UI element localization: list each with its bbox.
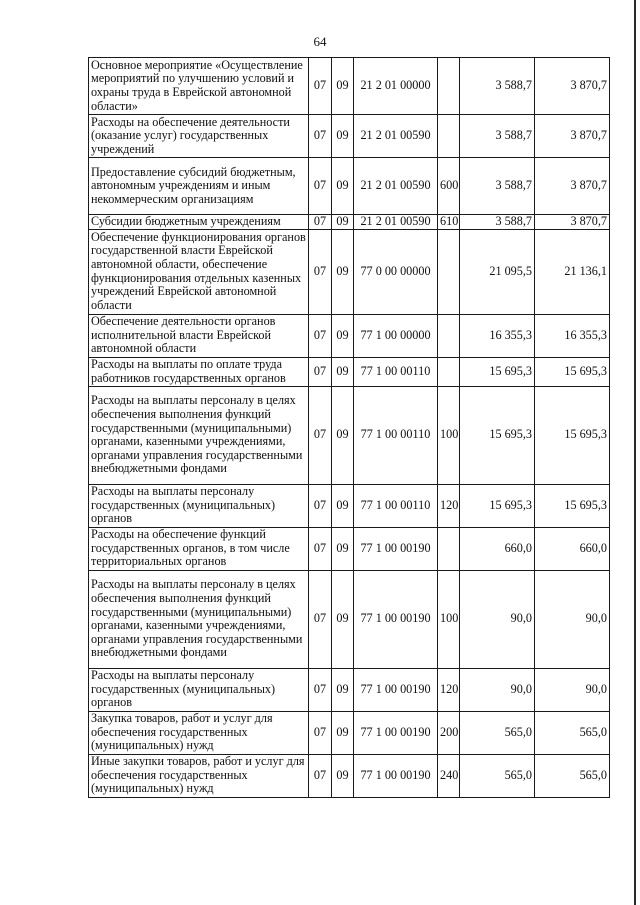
row-target-article-cell: 21 2 01 00000 [354,58,438,115]
row-amount-1-cell: 90,0 [460,668,535,711]
row-section-cell: 07 [309,668,332,711]
row-subsection-cell: 09 [332,754,354,797]
row-name-cell: Расходы на выплаты по оплате труда работников государственных органов [89,357,309,386]
row-section-cell: 07 [309,314,332,357]
table-row [89,527,610,570]
table-row [89,484,610,527]
row-amount-2-cell: 15 695,3 [535,357,610,386]
row-target-article-cell: 77 1 00 00110 [354,357,438,386]
table-row [89,229,610,314]
row-amount-1-cell: 15 695,3 [460,484,535,527]
row-target-article-cell: 77 1 00 00110 [354,386,438,484]
row-expense-type-cell [438,357,460,386]
row-target-article-cell: 21 2 01 00590 [354,115,438,158]
table-row [89,314,610,357]
row-target-article-cell: 77 1 00 00190 [354,668,438,711]
table-body [89,58,610,798]
table-row [89,158,610,215]
row-target-article-cell: 77 1 00 00190 [354,570,438,668]
table-row [89,386,610,484]
table-row [89,357,610,386]
row-name-cell: Расходы на выплаты персоналу в целях обеспечения выполнения функций государственными (муниципальными) органами, казенными учреждениями, органами управления государственными внебюджетными фондами [89,570,309,668]
row-amount-2-cell: 90,0 [535,668,610,711]
row-amount-1-cell: 3 588,7 [460,115,535,158]
row-amount-2-cell: 21 136,1 [535,229,610,314]
row-expense-type-cell: 200 [438,711,460,754]
row-amount-2-cell: 15 695,3 [535,386,610,484]
row-section-cell: 07 [309,754,332,797]
row-target-article-cell: 21 2 01 00590 [354,158,438,215]
row-name-cell: Расходы на выплаты персоналу государственных (муниципальных) органов [89,668,309,711]
row-expense-type-cell [438,115,460,158]
row-name-cell: Основное мероприятие «Осуществление мероприятий по улучшению условий и охраны труда в Еврейской автономной области» [89,58,309,115]
row-amount-2-cell: 15 695,3 [535,484,610,527]
row-amount-2-cell: 565,0 [535,711,610,754]
row-target-article-cell: 77 1 00 00190 [354,527,438,570]
row-name-cell: Субсидии бюджетным учреждениям [89,215,309,230]
row-expense-type-cell: 100 [438,386,460,484]
row-name-cell: Расходы на обеспечение функций государственных органов, в том числе территориальных органов [89,527,309,570]
row-expense-type-cell: 120 [438,484,460,527]
table-row [89,711,610,754]
budget-table [88,57,610,798]
row-subsection-cell: 09 [332,386,354,484]
row-expense-type-cell: 600 [438,158,460,215]
row-target-article-cell: 21 2 01 00590 [354,215,438,230]
row-amount-1-cell: 21 095,5 [460,229,535,314]
row-amount-2-cell: 3 870,7 [535,58,610,115]
row-amount-2-cell: 660,0 [535,527,610,570]
row-amount-1-cell: 3 588,7 [460,58,535,115]
row-name-cell: Закупка товаров, работ и услуг для обеспечения государственных (муниципальных) нужд [89,711,309,754]
row-section-cell: 07 [309,58,332,115]
row-amount-2-cell: 90,0 [535,570,610,668]
row-subsection-cell: 09 [332,58,354,115]
row-subsection-cell: 09 [332,115,354,158]
row-target-article-cell: 77 1 00 00110 [354,484,438,527]
row-expense-type-cell: 100 [438,570,460,668]
row-amount-2-cell: 3 870,7 [535,115,610,158]
row-target-article-cell: 77 1 00 00000 [354,314,438,357]
row-subsection-cell: 09 [332,158,354,215]
row-name-cell: Обеспечение деятельности органов исполнительной власти Еврейской автономной области [89,314,309,357]
row-subsection-cell: 09 [332,484,354,527]
row-amount-2-cell: 3 870,7 [535,215,610,230]
row-subsection-cell: 09 [332,570,354,668]
row-section-cell: 07 [309,711,332,754]
table-row [89,58,610,115]
row-section-cell: 07 [309,115,332,158]
row-section-cell: 07 [309,158,332,215]
row-target-article-cell: 77 1 00 00190 [354,711,438,754]
row-name-cell: Расходы на выплаты персоналу в целях обеспечения выполнения функций государственными (муниципальными) органами, казенными учреждениями, органами управления государственными внебюджетными фондами [89,386,309,484]
row-amount-2-cell: 16 355,3 [535,314,610,357]
row-amount-1-cell: 565,0 [460,711,535,754]
row-name-cell: Расходы на обеспечение деятельности (оказание услуг) государственных учреждений [89,115,309,158]
row-section-cell: 07 [309,357,332,386]
row-amount-1-cell: 15 695,3 [460,357,535,386]
row-amount-1-cell: 565,0 [460,754,535,797]
table-row [89,115,610,158]
row-section-cell: 07 [309,229,332,314]
row-subsection-cell: 09 [332,215,354,230]
row-subsection-cell: 09 [332,229,354,314]
row-section-cell: 07 [309,484,332,527]
row-subsection-cell: 09 [332,527,354,570]
table-row [89,754,610,797]
row-amount-1-cell: 660,0 [460,527,535,570]
page-number: 64 [313,34,327,49]
row-amount-1-cell: 90,0 [460,570,535,668]
row-name-cell: Иные закупки товаров, работ и услуг для обеспечения государственных (муниципальных) нужд [89,754,309,797]
row-target-article-cell: 77 1 00 00190 [354,754,438,797]
row-expense-type-cell: 240 [438,754,460,797]
table-row [89,668,610,711]
row-section-cell: 07 [309,386,332,484]
row-expense-type-cell [438,314,460,357]
row-amount-1-cell: 3 588,7 [460,215,535,230]
row-amount-2-cell: 565,0 [535,754,610,797]
row-expense-type-cell: 610 [438,215,460,230]
row-subsection-cell: 09 [332,357,354,386]
row-name-cell: Расходы на выплаты персоналу государственных (муниципальных) органов [89,484,309,527]
row-expense-type-cell: 120 [438,668,460,711]
row-target-article-cell: 77 0 00 00000 [354,229,438,314]
row-name-cell: Обеспечение функционирования органов государственной власти Еврейской автономной области, обеспечение функционирования отдельных казенных учреждений Еврейской автономной области [89,229,309,314]
row-subsection-cell: 09 [332,314,354,357]
row-amount-2-cell: 3 870,7 [535,158,610,215]
row-expense-type-cell [438,58,460,115]
row-expense-type-cell [438,527,460,570]
row-section-cell: 07 [309,570,332,668]
row-subsection-cell: 09 [332,668,354,711]
row-amount-1-cell: 15 695,3 [460,386,535,484]
scan-edge-line [634,0,636,905]
table-row [89,570,610,668]
row-section-cell: 07 [309,215,332,230]
row-expense-type-cell [438,229,460,314]
row-amount-1-cell: 3 588,7 [460,158,535,215]
row-amount-1-cell: 16 355,3 [460,314,535,357]
row-subsection-cell: 09 [332,711,354,754]
row-name-cell: Предоставление субсидий бюджетным, автономным учреждениям и иным некоммерческим организациям [89,158,309,215]
table-row [89,215,610,230]
row-section-cell: 07 [309,527,332,570]
